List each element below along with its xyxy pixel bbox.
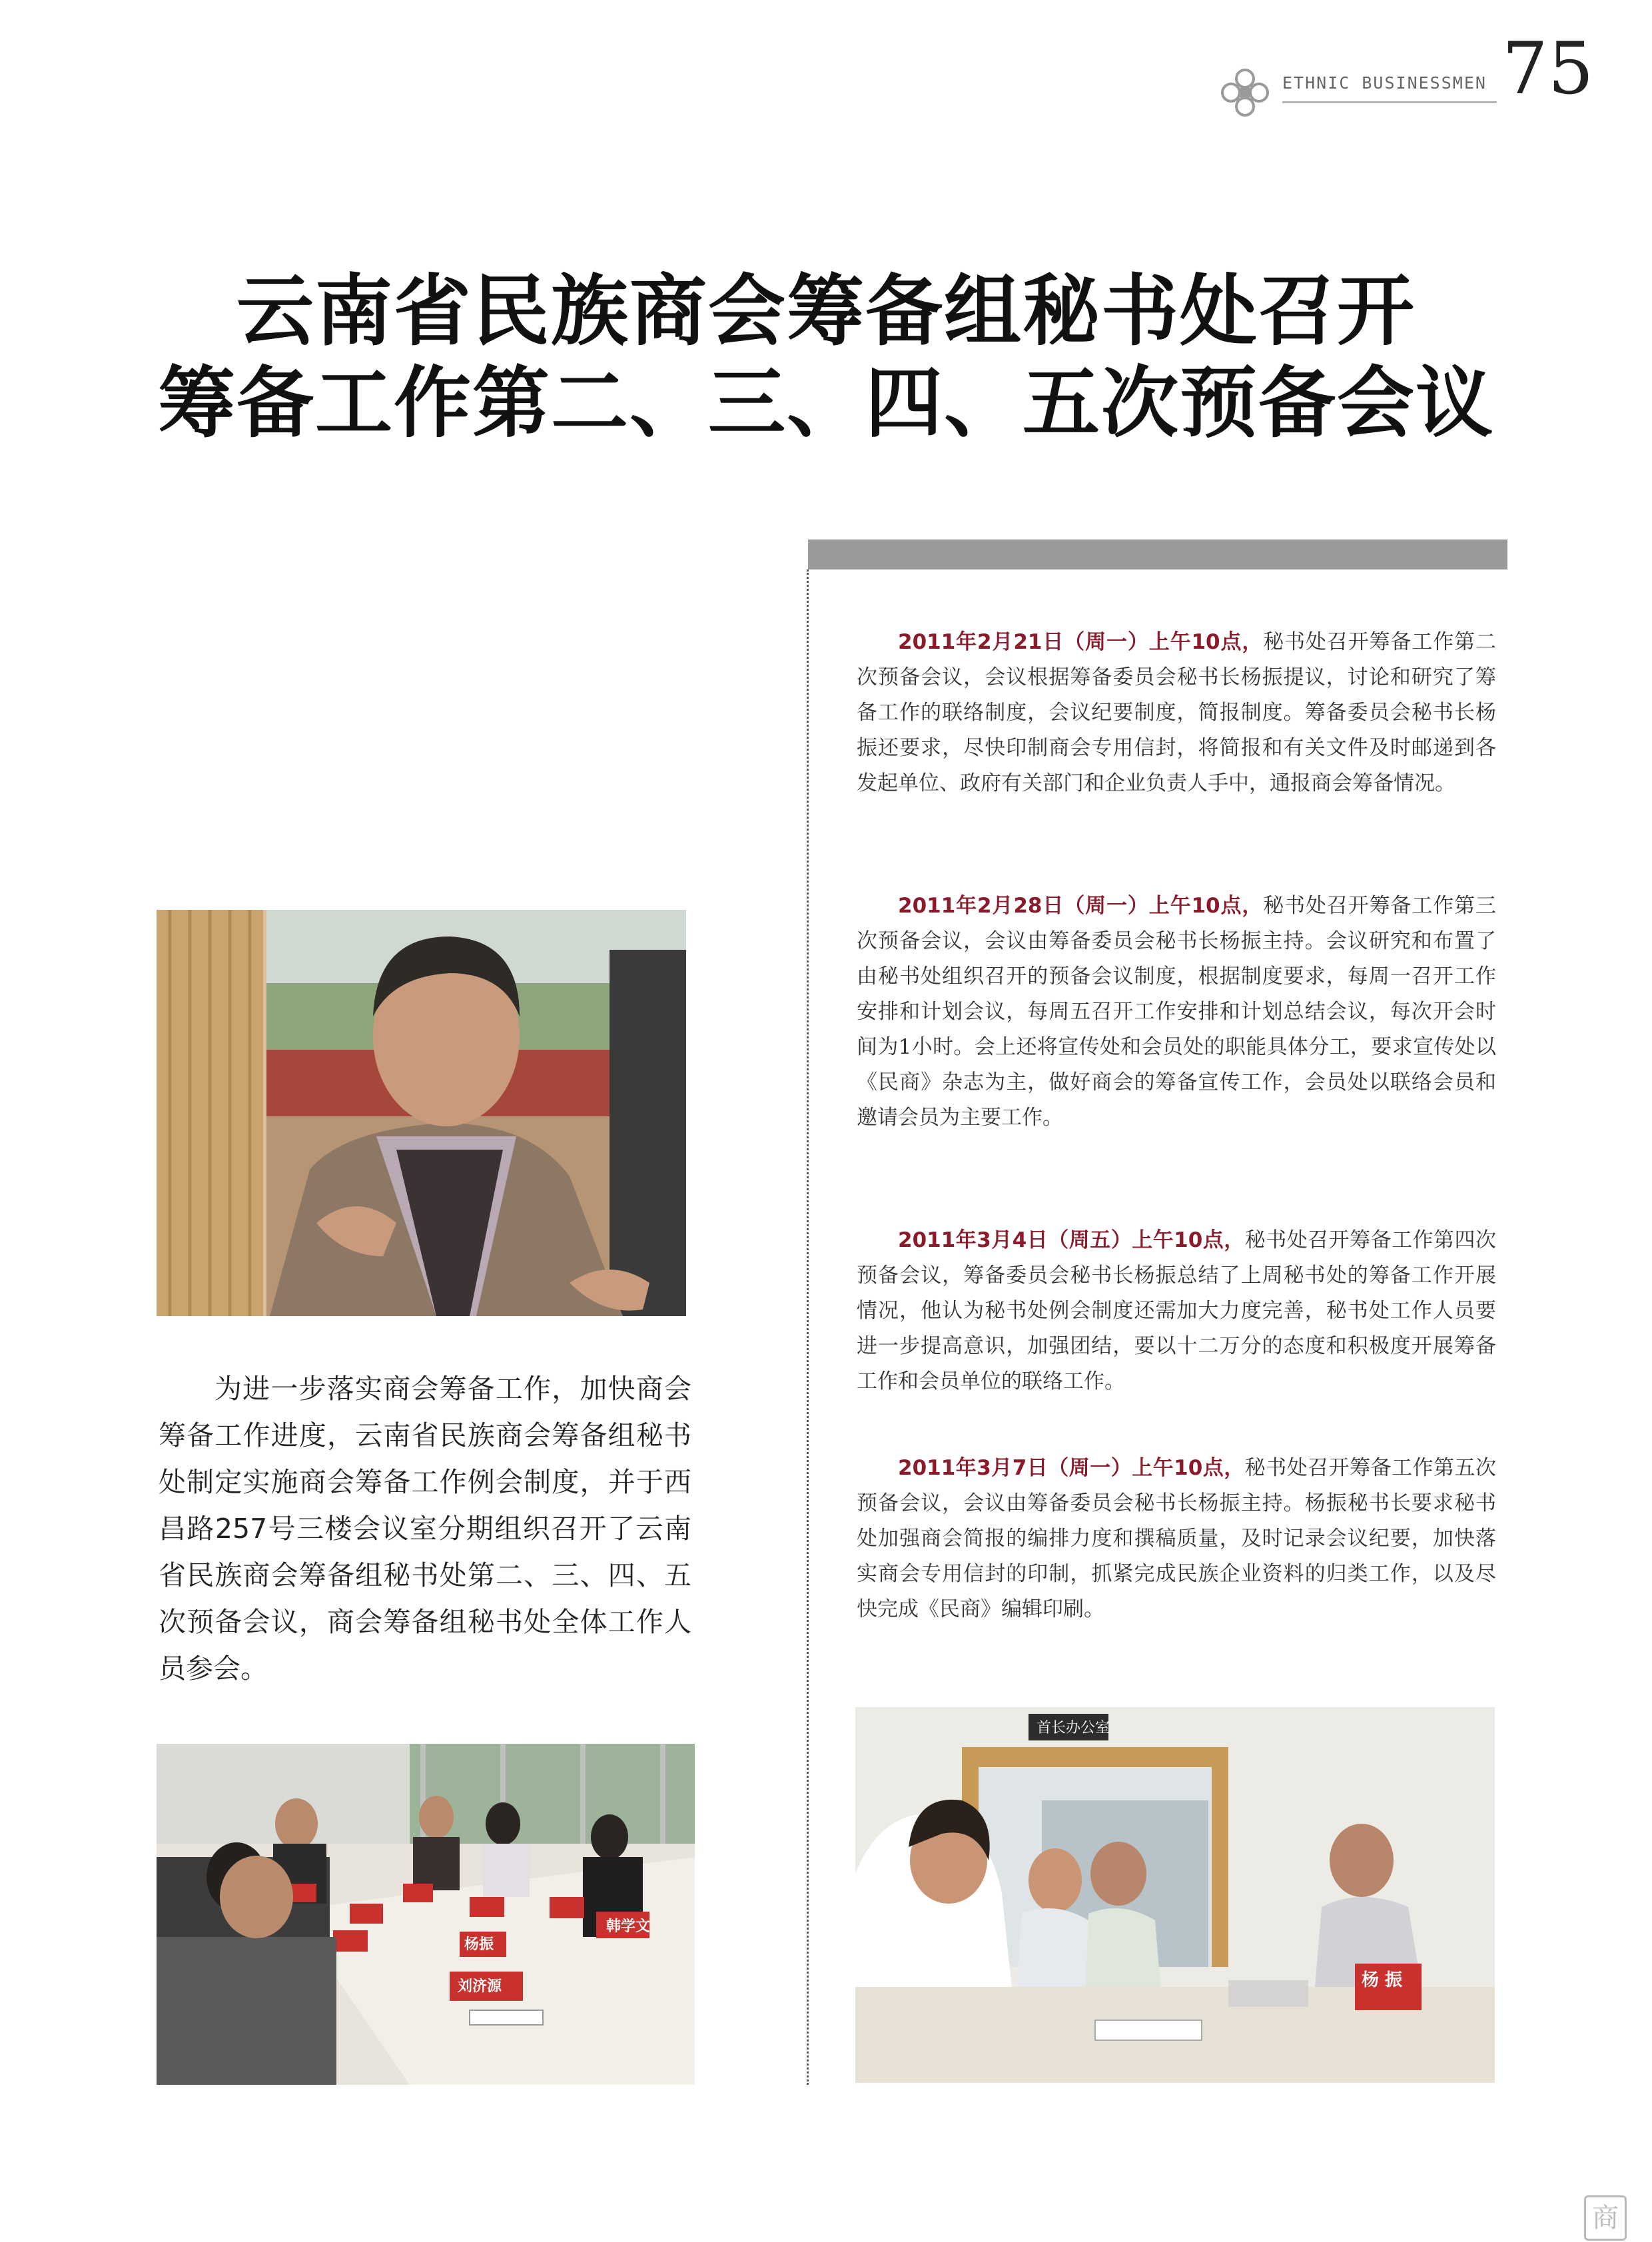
page-number: 75 [1502,27,1594,111]
entry-text: 秘书处召开筹备工作第二次预备会议，会议根据筹备委员会秘书长杨振提议，讨论和研究了筹备工作的联络制度，会议纪要制度，简报制度。筹备委员会秘书长杨振还要求，尽快印制商会专用信封，将简报和有关文件及时邮递到各发起单位、政府有关部门和企业负责人手中，通报商会筹备情况。 [857,630,1496,795]
entry-date: 2011年2月28日（周一）上午10点， [898,894,1264,918]
article-title-line-2: 筹备工作第二、三、四、五次预备会议 [158,358,1494,448]
placard-yang-zhen-right: 杨 振 [1362,1970,1403,1990]
entry-date: 2011年3月7日（周一）上午10点， [898,1456,1245,1480]
meeting-photo-left [157,1744,695,2085]
door-sign: 首长办公室 [1036,1720,1110,1736]
article-title-line-1: 云南省民族商会筹备组秘书处召开 [236,266,1416,356]
meeting-entry-2nd [857,625,1496,801]
ornament-icon [1218,65,1272,120]
meeting-entry-4th [857,1223,1496,1399]
meeting-entry-3rd [857,889,1496,1136]
meeting-entry-5th [857,1451,1496,1627]
entry-text: 秘书处召开筹备工作第四次预备会议，筹备委员会秘书长杨振总结了上周秘书处的筹备工作开展情况，他认为秘书处例会制度还需加大力度完善，秘书处工作人员要进一步提高意识，加强团结，要以十二万分的态度和积极度开展筹备工作和会员单位的联络工作。 [857,1228,1496,1393]
meeting-photo-right [855,1707,1495,2083]
header-rule [1282,101,1497,103]
intro-paragraph: 为进一步落实商会筹备工作，加快商会筹备工作进度，云南省民族商会筹备组秘书处制定实施商会筹备工作例会制度，并于西昌路257号三楼会议室分期组织召开了云南省民族商会筹备组秘书处第二、三、四、五次预备会议，商会筹备组秘书处全体工作人员参会。 [159,1373,691,1684]
corner-logo-mark: 商 [1584,2195,1627,2241]
entry-text: 秘书处召开筹备工作第五次预备会议，会议由筹备委员会秘书长杨振主持。杨振秘书长要求秘书处加强商会简报的编排力度和撰稿质量，及时记录会议纪要，加快落实商会专用信封的印制，抓紧完成民族企业资料的归类工作，以及尽快完成《民商》编辑印刷。 [857,1456,1496,1621]
column-divider [807,569,809,2085]
speaker-photo [157,910,686,1316]
placard-han-xuewen: 韩学文 [606,1918,651,1935]
section-bar [808,540,1507,569]
entry-date: 2011年3月4日（周五）上午10点， [898,1228,1245,1252]
placard-yang-zhen: 杨振 [464,1936,494,1953]
entry-text: 秘书处召开筹备工作第三次预备会议，会议由筹备委员会秘书长杨振主持。会议研究和布置了由秘书处组织召开的预备会议制度，根据制度要求，每周一召开工作安排和计划会议，每周五召开工作安排和计划总结会议，每次开会时间为1小时。会上还将宣传处和会员处的职能具体分工，要求宣传处以《民商》杂志为主，做好商会的筹备宣传工作，会员处以联络会员和邀请会员为主要工作。 [857,894,1496,1130]
placard-liu-jiyuan: 刘济源 [458,1978,502,1995]
magazine-label: ETHNIC BUSINESSMEN [1282,73,1487,93]
entry-date: 2011年2月21日（周一）上午10点， [898,630,1264,654]
